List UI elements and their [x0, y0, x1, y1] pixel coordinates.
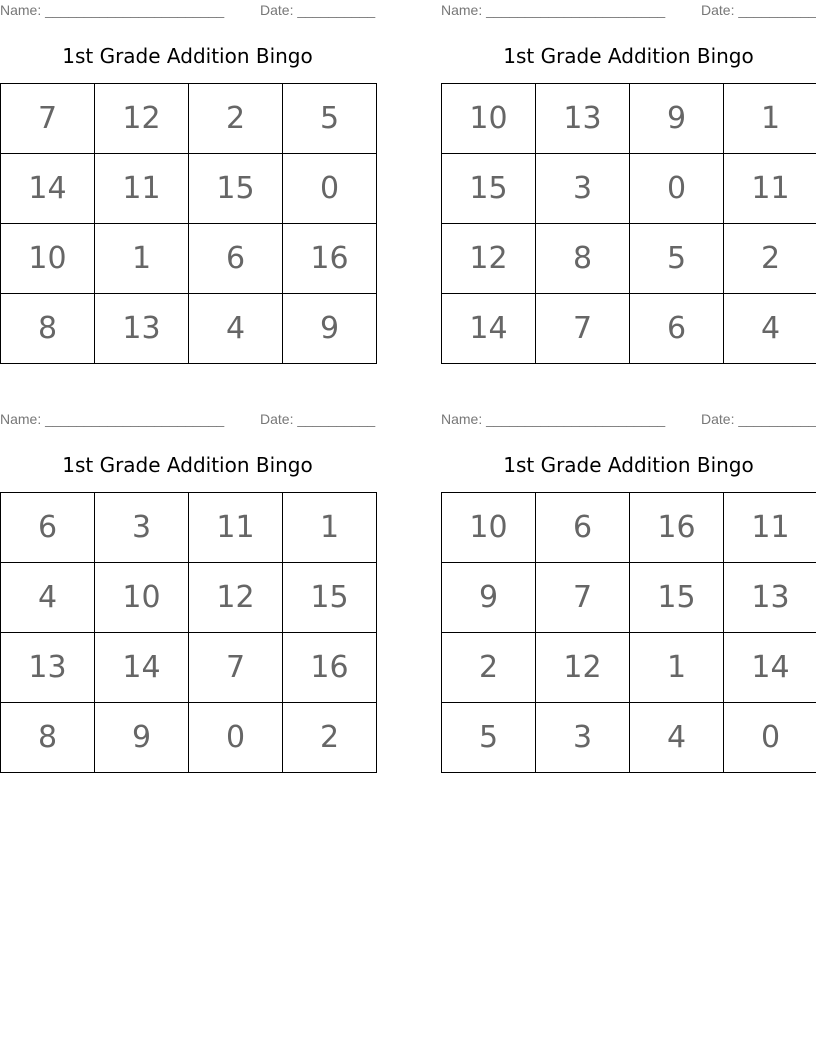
grid-cell: 9	[95, 703, 189, 773]
grid-cell: 10	[442, 493, 536, 563]
grid-cell: 15	[283, 563, 377, 633]
grid-row	[1, 294, 377, 364]
grid-cell: 6	[536, 493, 630, 563]
grid-cell: 1	[95, 224, 189, 294]
grid-cell: 16	[630, 493, 724, 563]
bingo-grid	[441, 83, 816, 364]
grid-cell: 7	[1, 84, 95, 154]
grid-cell: 11	[724, 493, 816, 563]
grid-cell: 15	[442, 154, 536, 224]
grid-cell: 0	[630, 154, 724, 224]
grid-row	[442, 154, 816, 224]
grid-cell: 9	[630, 84, 724, 154]
bingo-card	[441, 409, 816, 774]
grid-cell: 2	[724, 224, 816, 294]
grid-cell: 10	[1, 224, 95, 294]
grid-cell: 5	[442, 703, 536, 773]
grid-cell: 8	[1, 703, 95, 773]
grid-cell: 5	[630, 224, 724, 294]
card-header	[441, 2, 816, 20]
bingo-card	[0, 409, 375, 774]
grid-row	[442, 224, 816, 294]
grid-cell: 4	[189, 294, 283, 364]
grid-cell: 14	[724, 633, 816, 703]
grid-row	[1, 563, 377, 633]
grid-row	[442, 493, 816, 563]
grid-cell: 16	[283, 633, 377, 703]
grid-cell: 2	[442, 633, 536, 703]
name-field-label: Name: _______________________	[441, 2, 666, 18]
grid-cell: 0	[189, 703, 283, 773]
grid-row	[442, 294, 816, 364]
grid-cell: 6	[189, 224, 283, 294]
grid-row	[1, 633, 377, 703]
card-title: 1st Grade Addition Bingo	[503, 453, 754, 477]
card-header	[441, 411, 816, 429]
grid-cell: 3	[95, 493, 189, 563]
bingo-grid	[0, 83, 377, 364]
grid-row	[442, 563, 816, 633]
card-title: 1st Grade Addition Bingo	[62, 453, 313, 477]
grid-cell: 12	[189, 563, 283, 633]
grid-cell: 7	[189, 633, 283, 703]
grid-row	[442, 633, 816, 703]
grid-cell: 13	[724, 563, 816, 633]
grid-cell: 12	[442, 224, 536, 294]
grid-cell: 9	[442, 563, 536, 633]
grid-cell: 6	[630, 294, 724, 364]
grid-cell: 10	[442, 84, 536, 154]
grid-cell: 0	[724, 703, 816, 773]
grid-cell: 1	[630, 633, 724, 703]
grid-row	[1, 84, 377, 154]
grid-row	[1, 703, 377, 773]
grid-cell: 13	[536, 84, 630, 154]
grid-row	[442, 84, 816, 154]
bingo-grid	[441, 492, 816, 773]
grid-cell: 11	[95, 154, 189, 224]
grid-cell: 0	[283, 154, 377, 224]
grid-cell: 10	[95, 563, 189, 633]
bingo-card	[0, 0, 375, 365]
grid-cell: 16	[283, 224, 377, 294]
grid-cell: 12	[536, 633, 630, 703]
grid-cell: 4	[724, 294, 816, 364]
grid-cell: 3	[536, 703, 630, 773]
card-title: 1st Grade Addition Bingo	[62, 44, 313, 68]
grid-row	[442, 703, 816, 773]
grid-cell: 7	[536, 294, 630, 364]
name-field-label: Name: _______________________	[441, 411, 666, 427]
grid-cell: 14	[95, 633, 189, 703]
grid-cell: 2	[283, 703, 377, 773]
date-field-label: Date: __________	[701, 2, 816, 18]
date-field-label: Date: __________	[260, 2, 376, 18]
bingo-grid	[0, 492, 377, 773]
grid-cell: 5	[283, 84, 377, 154]
grid-cell: 7	[536, 563, 630, 633]
grid-cell: 13	[1, 633, 95, 703]
grid-cell: 14	[1, 154, 95, 224]
grid-cell: 2	[189, 84, 283, 154]
grid-cell: 4	[630, 703, 724, 773]
grid-row	[1, 224, 377, 294]
grid-cell: 13	[95, 294, 189, 364]
grid-cell: 1	[283, 493, 377, 563]
card-header	[0, 411, 375, 429]
card-title: 1st Grade Addition Bingo	[503, 44, 754, 68]
grid-cell: 3	[536, 154, 630, 224]
name-field-label: Name: _______________________	[0, 2, 225, 18]
grid-cell: 8	[1, 294, 95, 364]
grid-cell: 6	[1, 493, 95, 563]
grid-cell: 15	[630, 563, 724, 633]
grid-cell: 9	[283, 294, 377, 364]
grid-cell: 4	[1, 563, 95, 633]
name-field-label: Name: _______________________	[0, 411, 225, 427]
bingo-card	[441, 0, 816, 365]
grid-cell: 11	[724, 154, 816, 224]
grid-row	[1, 493, 377, 563]
date-field-label: Date: __________	[260, 411, 376, 427]
grid-cell: 14	[442, 294, 536, 364]
date-field-label: Date: __________	[701, 411, 816, 427]
grid-cell: 8	[536, 224, 630, 294]
grid-cell: 12	[95, 84, 189, 154]
grid-row	[1, 154, 377, 224]
grid-cell: 1	[724, 84, 816, 154]
card-header	[0, 2, 375, 20]
grid-cell: 15	[189, 154, 283, 224]
grid-cell: 11	[189, 493, 283, 563]
